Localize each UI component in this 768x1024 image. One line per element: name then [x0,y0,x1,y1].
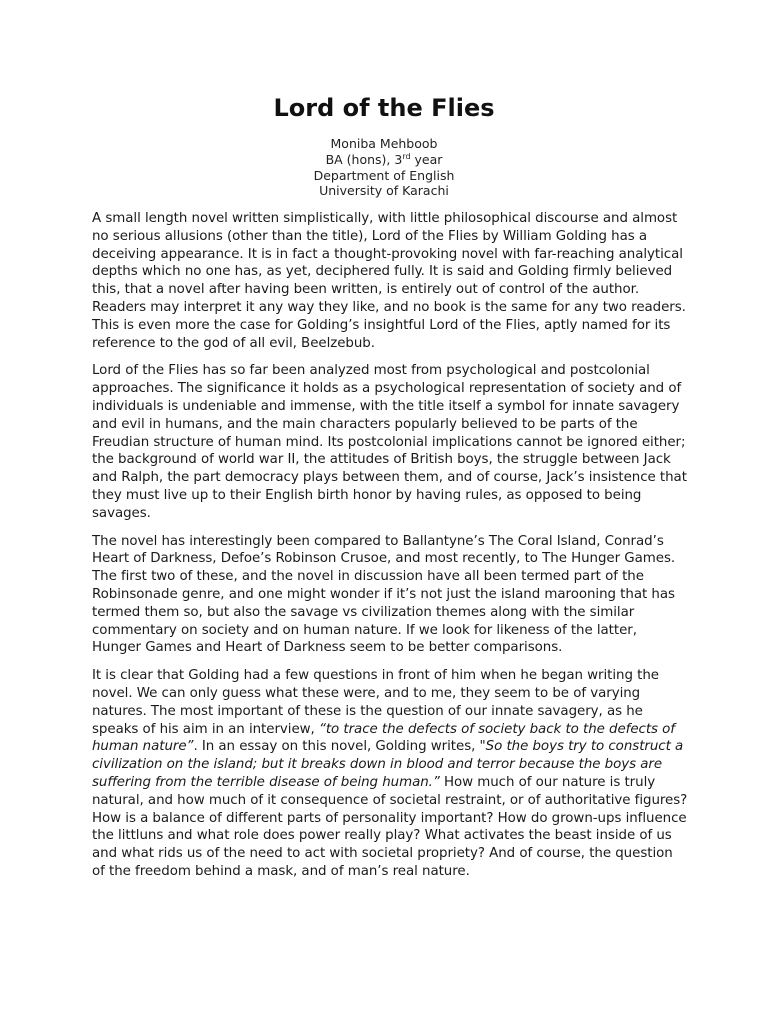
document-body [92,210,688,891]
quote-essay: "So the boys try to construct a civilization on the island; but it breaks down in blood and terror because the boys are suffering from the terrible disease of being human.” [92,739,684,790]
paragraph-1: A small length novel written simplistically, with little philosophical discourse and almost no serious allusions (other than the title), Lord of the Flies by William Golding has a deceiving appearance. It is in fact a thought-provoking novel with far-reaching analytical depths which no one has, as yet, deciphered fully. It is said and Golding firmly believed this, that a novel after having been written, is entirely out of control of the author. Readers may interpret it any way they like, and no book is the same for any two readers. This is even more the case for Golding’s insightful Lord of the Flies, aptly named for its reference to the god of all evil, Beelzebub. [92,211,686,351]
paragraph-4 [92,667,688,881]
paragraph-4-text-c: How much of our nature is truly natural, and how much of it consequence of societal restraint, or of authoritative figures? How is a balance of different parts of personality important? How do grown-ups influence the littluns and what role does power really play? What activates the beast inside of us and what rids us of the need to act with societal propriety? And of course, the question of the freedom behind a mask, and of man’s real nature. [92,774,688,879]
document-title: Lord of the Flies [273,94,495,122]
paragraph-4-text-a: It is clear that Golding had a few questions in front of him when he began writing the novel. We can only guess what these were, and to me, they seem to be of varying natures. The most important of these is the question of our innate savagery, as he speaks of his aim in an interview, [92,668,659,737]
paragraph-3: The novel has interestingly been compared to Ballantyne’s The Coral Island, Conrad’s Heart of Darkness, Defoe’s Robinson Crusoe, and most recently, to The Hunger Games. The first two of these, and the novel in discussion have all been termed part of the Robinsonade genre, and one might wonder if it’s not just the island marooning that has termed them so, but also the savage vs civilization themes along with the similar commentary on society and on human nature. If we look for likeness of the latter, Hunger Games and Heart of Darkness seem to be better comparisons. [92,533,676,656]
degree-suffix: year [410,151,443,167]
author-block [0,136,768,199]
degree-prefix: BA (hons), 3 [325,151,403,167]
author-university: University of Karachi [319,183,449,199]
paragraph-2: Lord of the Flies has so far been analyzed most from psychological and postcolonial approaches. The significance it holds as a psychological representation of society and of individuals is undeniable and immense, with the title itself a symbol for innate savagery and evil in humans, and the main characters popularly believed to be parts of the Freudian structure of human mind. Its postcolonial implications cannot be ignored either; the background of world war II, the attitudes of British boys, the struggle between Jack and Ralph, the part democracy plays between them, and of course, Jack’s insistence that they must live up to their English birth honor by having rules, as opposed to being savages. [92,363,687,521]
author-department: Department of English [313,167,455,183]
author-degree [0,152,768,168]
author-name: Moniba Mehboob [330,136,438,151]
paragraph-4-text-b: . In an essay on this novel, Golding writes, [193,739,480,755]
quote-interview: “to trace the defects of society back to the defects of human nature” [92,721,675,755]
degree-superscript: rd [402,151,411,161]
